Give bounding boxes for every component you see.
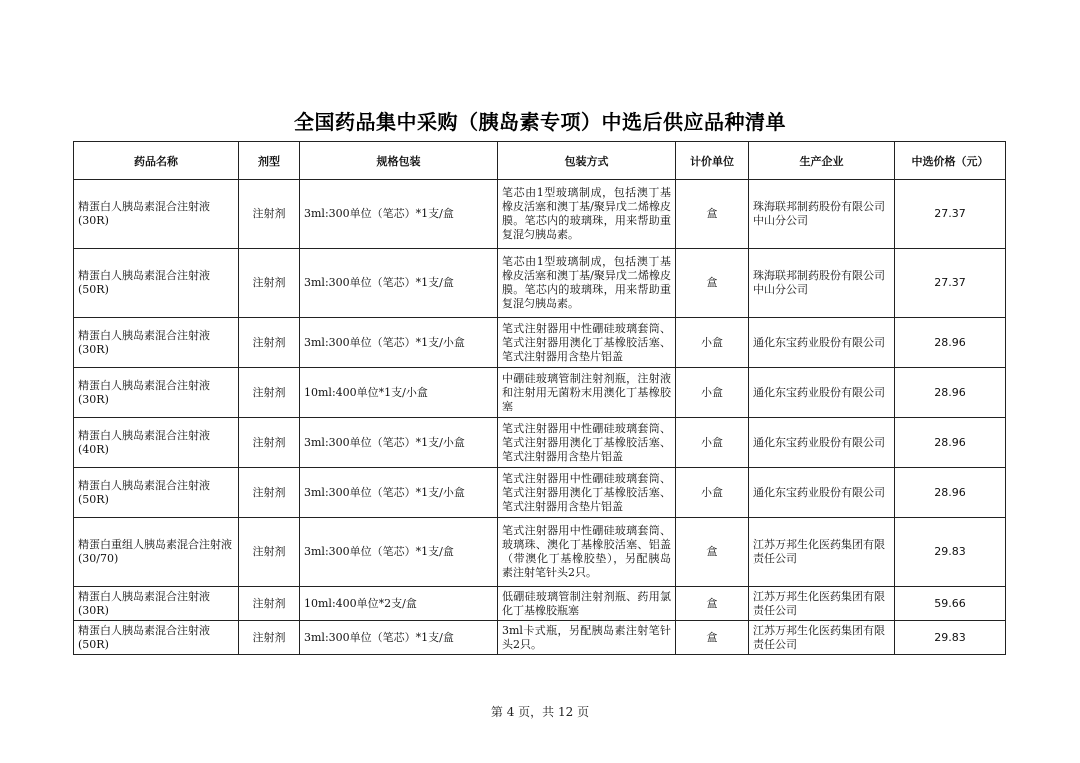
- table-row: [74, 518, 1006, 587]
- pricing-unit-cell: 盒: [676, 518, 749, 587]
- packaging-cell: 笔式注射器用中性硼硅玻璃套筒、玻璃珠、澳化丁基橡胶活塞、铝盖（带澳化丁基橡胶垫），另配胰岛素注射笔针头2只。: [498, 518, 676, 587]
- header-price: 中选价格（元）: [895, 142, 1006, 180]
- packaging-cell: 3ml卡式瓶，另配胰岛素注射笔针头2只。: [498, 621, 676, 655]
- table-row: [74, 418, 1006, 468]
- table-row: [74, 249, 1006, 318]
- dosage-form-cell: 注射剂: [239, 621, 300, 655]
- drug-name-cell: 精蛋白人胰岛素混合注射液(40R): [74, 418, 239, 468]
- dosage-form-cell: 注射剂: [239, 468, 300, 518]
- drug-name-cell: 精蛋白人胰岛素混合注射液(30R): [74, 318, 239, 368]
- drug-name-cell: 精蛋白人胰岛素混合注射液(30R): [74, 368, 239, 418]
- header-specification: 规格包装: [300, 142, 498, 180]
- price-cell: 27.37: [895, 180, 1006, 249]
- pricing-unit-cell: 盒: [676, 249, 749, 318]
- header-packaging: 包装方式: [498, 142, 676, 180]
- table-row: [74, 368, 1006, 418]
- price-cell: 28.96: [895, 318, 1006, 368]
- manufacturer-cell: 江苏万邦生化医药集团有限责任公司: [749, 621, 895, 655]
- page-title: 全国药品集中采购（胰岛素专项）中选后供应品种清单: [294, 110, 786, 134]
- specification-cell: 3ml:300单位（笔芯）*1支/盒: [300, 621, 498, 655]
- pricing-unit-cell: 小盒: [676, 418, 749, 468]
- packaging-cell: 笔芯由1型玻璃制成，包括澳丁基橡皮活塞和澳丁基/聚异戊二烯橡皮膜。笔芯内的玻璃珠，用来帮助重复混匀胰岛素。: [498, 180, 676, 249]
- price-cell: 59.66: [895, 587, 1006, 621]
- table-row: [74, 318, 1006, 368]
- packaging-cell: 笔式注射器用中性硼硅玻璃套筒、笔式注射器用澳化丁基橡胶活塞、笔式注射器用含垫片铝盖: [498, 468, 676, 518]
- dosage-form-cell: 注射剂: [239, 318, 300, 368]
- dosage-form-cell: 注射剂: [239, 249, 300, 318]
- header-pricing-unit: 计价单位: [676, 142, 749, 180]
- table-header-row: [74, 142, 1006, 180]
- manufacturer-cell: 通化东宝药业股份有限公司: [749, 318, 895, 368]
- manufacturer-cell: 江苏万邦生化医药集团有限责任公司: [749, 518, 895, 587]
- drug-name-cell: 精蛋白人胰岛素混合注射液(50R): [74, 621, 239, 655]
- drug-name-cell: 精蛋白人胰岛素混合注射液(30R): [74, 180, 239, 249]
- specification-cell: 3ml:300单位（笔芯）*1支/盒: [300, 518, 498, 587]
- pricing-unit-cell: 盒: [676, 587, 749, 621]
- pricing-unit-cell: 盒: [676, 621, 749, 655]
- manufacturer-cell: 珠海联邦制药股份有限公司中山分公司: [749, 180, 895, 249]
- pricing-unit-cell: 小盒: [676, 368, 749, 418]
- specification-cell: 3ml:300单位（笔芯）*1支/小盒: [300, 318, 498, 368]
- dosage-form-cell: 注射剂: [239, 418, 300, 468]
- header-dosage-form: 剂型: [239, 142, 300, 180]
- specification-cell: 3ml:300单位（笔芯）*1支/盒: [300, 249, 498, 318]
- price-cell: 29.83: [895, 621, 1006, 655]
- packaging-cell: 低硼硅玻璃管制注射剂瓶、药用氯化丁基橡胶瓶塞: [498, 587, 676, 621]
- drug-name-cell: 精蛋白人胰岛素混合注射液(30R): [74, 587, 239, 621]
- price-cell: 28.96: [895, 468, 1006, 518]
- specification-cell: 3ml:300单位（笔芯）*1支/小盒: [300, 468, 498, 518]
- packaging-cell: 笔式注射器用中性硼硅玻璃套筒、笔式注射器用澳化丁基橡胶活塞、笔式注射器用含垫片铝盖: [498, 318, 676, 368]
- dosage-form-cell: 注射剂: [239, 587, 300, 621]
- pricing-unit-cell: 盒: [676, 180, 749, 249]
- packaging-cell: 笔式注射器用中性硼硅玻璃套筒、笔式注射器用澳化丁基橡胶活塞、笔式注射器用含垫片铝盖: [498, 418, 676, 468]
- dosage-form-cell: 注射剂: [239, 368, 300, 418]
- pricing-unit-cell: 小盒: [676, 468, 749, 518]
- drug-supply-table: [73, 141, 1006, 655]
- drug-name-cell: 精蛋白重组人胰岛素混合注射液(30/70): [74, 518, 239, 587]
- price-cell: 28.96: [895, 368, 1006, 418]
- drug-name-cell: 精蛋白人胰岛素混合注射液(50R): [74, 249, 239, 318]
- page-number-footer: 第 4 页，共 12 页: [490, 705, 590, 719]
- header-drug-name: 药品名称: [74, 142, 239, 180]
- table-row: [74, 180, 1006, 249]
- table-row: [74, 587, 1006, 621]
- table-row: [74, 621, 1006, 655]
- specification-cell: 10ml:400单位*2支/盒: [300, 587, 498, 621]
- price-cell: 29.83: [895, 518, 1006, 587]
- specification-cell: 3ml:300单位（笔芯）*1支/小盒: [300, 418, 498, 468]
- specification-cell: 3ml:300单位（笔芯）*1支/盒: [300, 180, 498, 249]
- packaging-cell: 中硼硅玻璃管制注射剂瓶，注射液和注射用无菌粉末用澳化丁基橡胶塞: [498, 368, 676, 418]
- manufacturer-cell: 珠海联邦制药股份有限公司中山分公司: [749, 249, 895, 318]
- specification-cell: 10ml:400单位*1支/小盒: [300, 368, 498, 418]
- dosage-form-cell: 注射剂: [239, 518, 300, 587]
- price-cell: 27.37: [895, 249, 1006, 318]
- price-cell: 28.96: [895, 418, 1006, 468]
- packaging-cell: 笔芯由1型玻璃制成，包括澳丁基橡皮活塞和澳丁基/聚异戊二烯橡皮膜。笔芯内的玻璃珠，用来帮助重复混匀胰岛素。: [498, 249, 676, 318]
- header-manufacturer: 生产企业: [749, 142, 895, 180]
- pricing-unit-cell: 小盒: [676, 318, 749, 368]
- manufacturer-cell: 通化东宝药业股份有限公司: [749, 368, 895, 418]
- manufacturer-cell: 江苏万邦生化医药集团有限责任公司: [749, 587, 895, 621]
- drug-name-cell: 精蛋白人胰岛素混合注射液(50R): [74, 468, 239, 518]
- manufacturer-cell: 通化东宝药业股份有限公司: [749, 418, 895, 468]
- dosage-form-cell: 注射剂: [239, 180, 300, 249]
- manufacturer-cell: 通化东宝药业股份有限公司: [749, 468, 895, 518]
- table-row: [74, 468, 1006, 518]
